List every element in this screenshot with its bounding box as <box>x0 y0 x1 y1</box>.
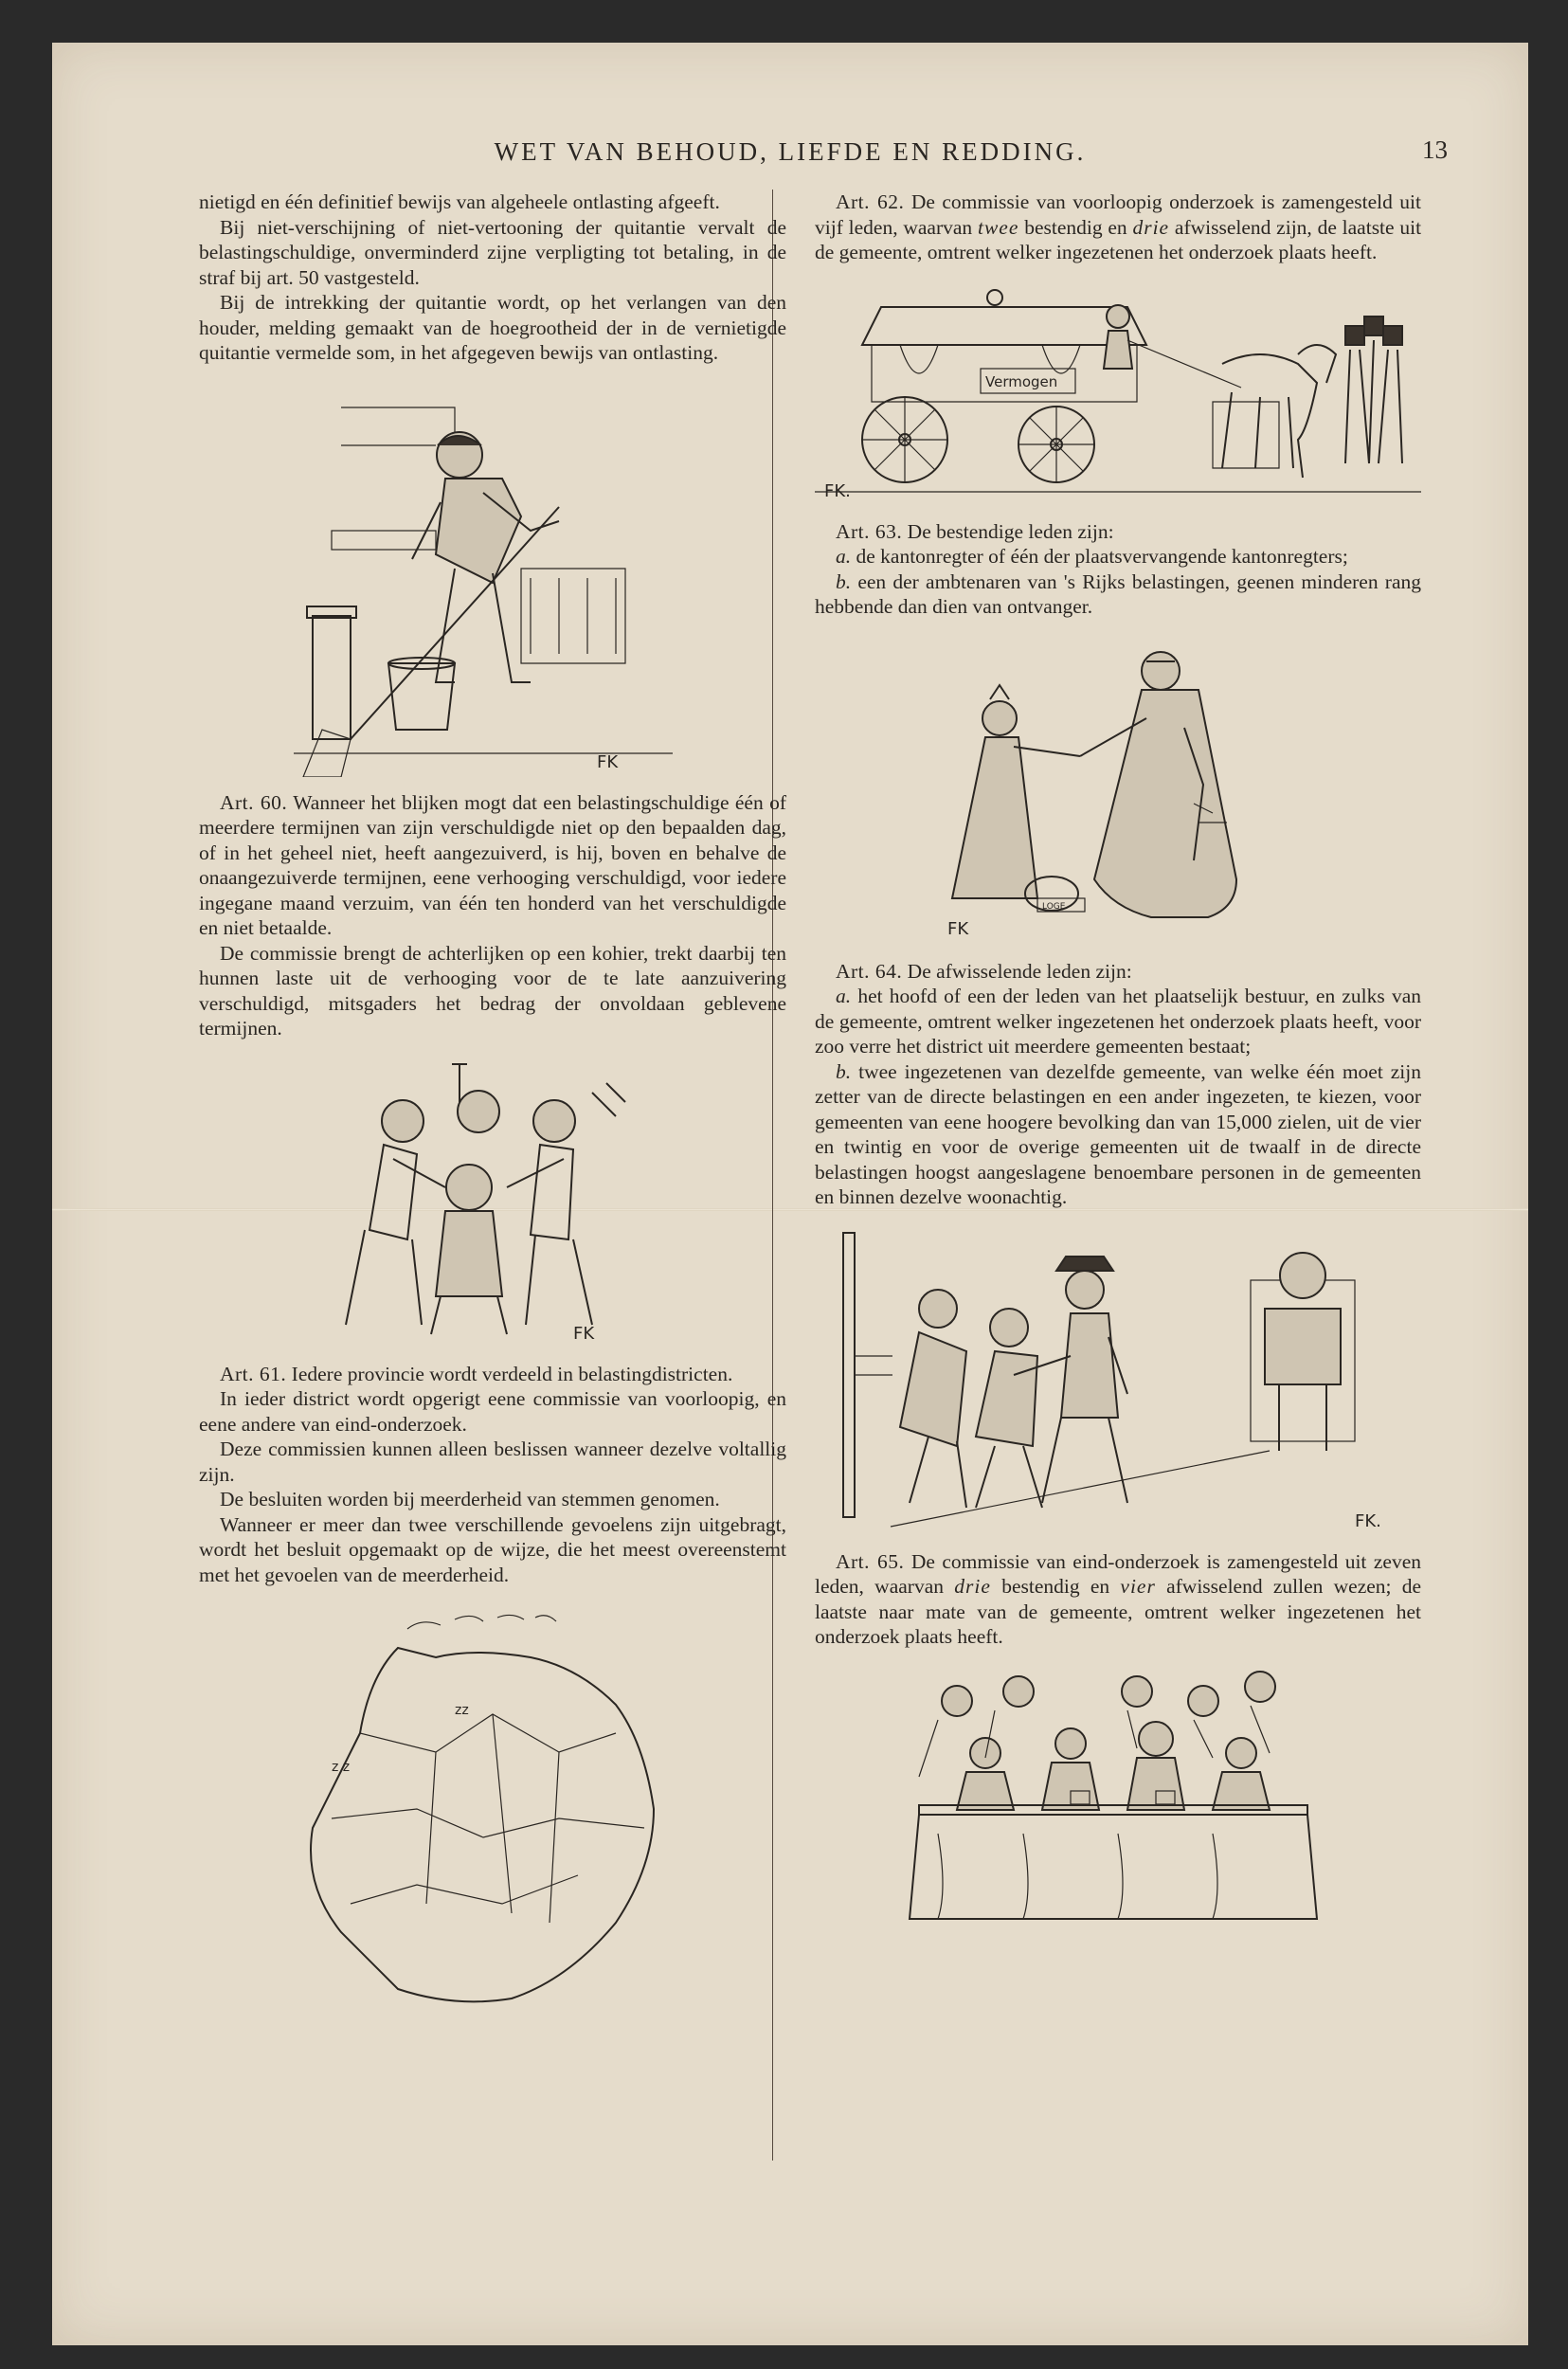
illustration-map-netherlands <box>294 1600 692 2017</box>
article-63-item: een der ambtenaren van 's Rijks belastingen, geenen minderen rang hebbende dan dien van ontvanger. <box>815 570 1422 618</box>
map-snore-text: z z <box>332 1760 351 1775</box>
article-62-text: afwisselend zijn, de laatste uit de gemeente, omtrent welker ingezetenen het onderzoek plaats heeft. <box>815 215 1422 263</box>
article-label: Art. 60. <box>220 790 288 814</box>
article-61-text: Iedere provincie wordt verdeeld in belastingdistricten. <box>291 1362 733 1385</box>
map-snore-text: zz <box>455 1703 469 1718</box>
running-title: WET VAN BEHOUD, LIEFDE EN REDDING. <box>494 137 1087 166</box>
paragraph: In ieder district wordt opgerigt eene commissie van voorloopig, en eene andere van eind-onderzoek. <box>199 1387 786 1436</box>
item-label: b. <box>836 1059 852 1083</box>
article-64-text: De afwisselende leden zijn: <box>907 959 1132 983</box>
illustration-signature: FK <box>573 1323 595 1344</box>
article-65-text: De commissie van eind-onderzoek is zamengesteld uit zeven leden, waarvan <box>815 1549 1421 1598</box>
article-64-item: het hoofd of een der leden van het plaatselijk bestuur, en zulks van de gemeente, omtrent welker ingezetenen het onderzoek plaats heeft, voor zoo verre het district uit meerdere gemeenten bestaat; <box>815 985 1421 1058</box>
article-62-text: De commissie van voorloopig onderzoek is zamengesteld uit vijf leden, waarvan <box>815 190 1421 239</box>
emphasis: twee <box>977 215 1019 239</box>
emphasis: drie <box>954 1575 991 1598</box>
article-63-item: de kantonregter of één der plaatsvervangende kantonregters; <box>856 545 1348 568</box>
paragraph: De commissie brengt de achterlijken op een kohier, trekt daarbij ten hunnen laste uit de verhooging voor de te late aanzuivering verschuldigd, mitsgaders het bedrag der onvoldaan geblevene termijnen. <box>199 941 786 1040</box>
page-number: 13 <box>1422 136 1448 164</box>
bag-tag: LOGE <box>1042 901 1066 912</box>
illustration-justice-handshake <box>928 633 1307 946</box>
illustration-dragging-citizen <box>824 1223 1412 1536</box>
paragraph: Wanneer er meer dan twee verschillende gevoelens zijn uitgebragt, wordt het besluit opgemaakt op de wijze, die het meest overeenstemt met het gevoelen van de meerderheid. <box>199 1512 786 1586</box>
paragraph: De besluiten worden bij meerderheid van stemmen genomen. <box>220 1488 720 1510</box>
article-label: Art. 62. <box>836 190 905 213</box>
article-60-text: Wanneer het blijken mogt dat een belastingschuldige één of meerdere termijnen van zijn verschuldigde niet op den bepaalden dag, of in het geheel niet, heeft aangezuiverd, is hij, boven en behalve de onaangezuiverde termijnen, eene verhooging verschuldigd, voor iedere ingegane maand verzuim, van één ten honderd van het verschuldigde en niet betaalde. <box>199 790 786 939</box>
illustration-signature: FK. <box>824 480 851 501</box>
paragraph: nietigd en één definitief bewijs van algeheele ontlasting afgeeft. <box>199 190 720 213</box>
article-62-text: bestendig en <box>1024 215 1127 239</box>
article-label: Art. 63. <box>836 519 903 543</box>
article-label: Art. 61. <box>220 1362 287 1385</box>
article-label: Art. 64. <box>836 959 903 983</box>
carriage-sign: Vermogen <box>985 372 1058 390</box>
article-63-text: De bestendige leden zijn: <box>907 519 1114 543</box>
item-label: a. <box>836 985 852 1007</box>
item-label: a. <box>836 545 852 568</box>
left-column <box>199 190 786 2031</box>
paragraph: Bij niet-verschijning of niet-vertooning der quitantie vervalt de belastingschuldige, onverminderd zijne verpligting tot betaling, in de straf bij art. 50 vastgesteld. <box>199 215 786 289</box>
emphasis: vier <box>1120 1575 1156 1598</box>
article-64-item: twee ingezetenen van dezelfde gemeente, van welke één moet zijn zetter van de directe belastingen en een ander ingezeten, te kiezen, voor gemeenten van eene hoogere bevolking dan van 15,000 zielen, uit de vier en twintig en voor de overige gemeenten uit de twaalf in de directe belastingen hoogst aangeslagene benoembare personen in de gemeenten en binnen dezelve woonachtig. <box>815 1059 1422 1208</box>
illustration-carriage-vermogen <box>815 279 1421 506</box>
illustration-man-sweeping <box>294 379 692 777</box>
illustration-signature: FK <box>947 918 969 939</box>
newspaper-page <box>52 43 1528 2345</box>
paragraph: Deze commissien kunnen alleen beslissen wanneer dezelve voltallig zijn. <box>199 1438 786 1486</box>
article-65-text: afwisselend zullen wezen; de laatste naar mate van de gemeente, omtrent welker ingezetenen het onderzoek plaats heeft. <box>815 1575 1422 1648</box>
right-column <box>815 190 1421 1951</box>
illustration-committee-table <box>881 1663 1355 1938</box>
illustration-signature: FK. <box>1355 1510 1381 1531</box>
article-label: Art. 65. <box>836 1549 905 1573</box>
emphasis: drie <box>1132 215 1170 239</box>
article-65-text: bestendig en <box>1001 1575 1110 1598</box>
illustration-men-with-tools <box>336 1055 649 1348</box>
item-label: b. <box>836 570 852 593</box>
paragraph: Bij de intrekking der quitantie wordt, op het verlangen van den houder, melding gemaakt van de hoegrootheid der in de vernietigde quitantie vermelde som, in het afgegeven bewijs van ontlasting. <box>199 291 786 364</box>
illustration-signature: FK <box>597 751 619 772</box>
